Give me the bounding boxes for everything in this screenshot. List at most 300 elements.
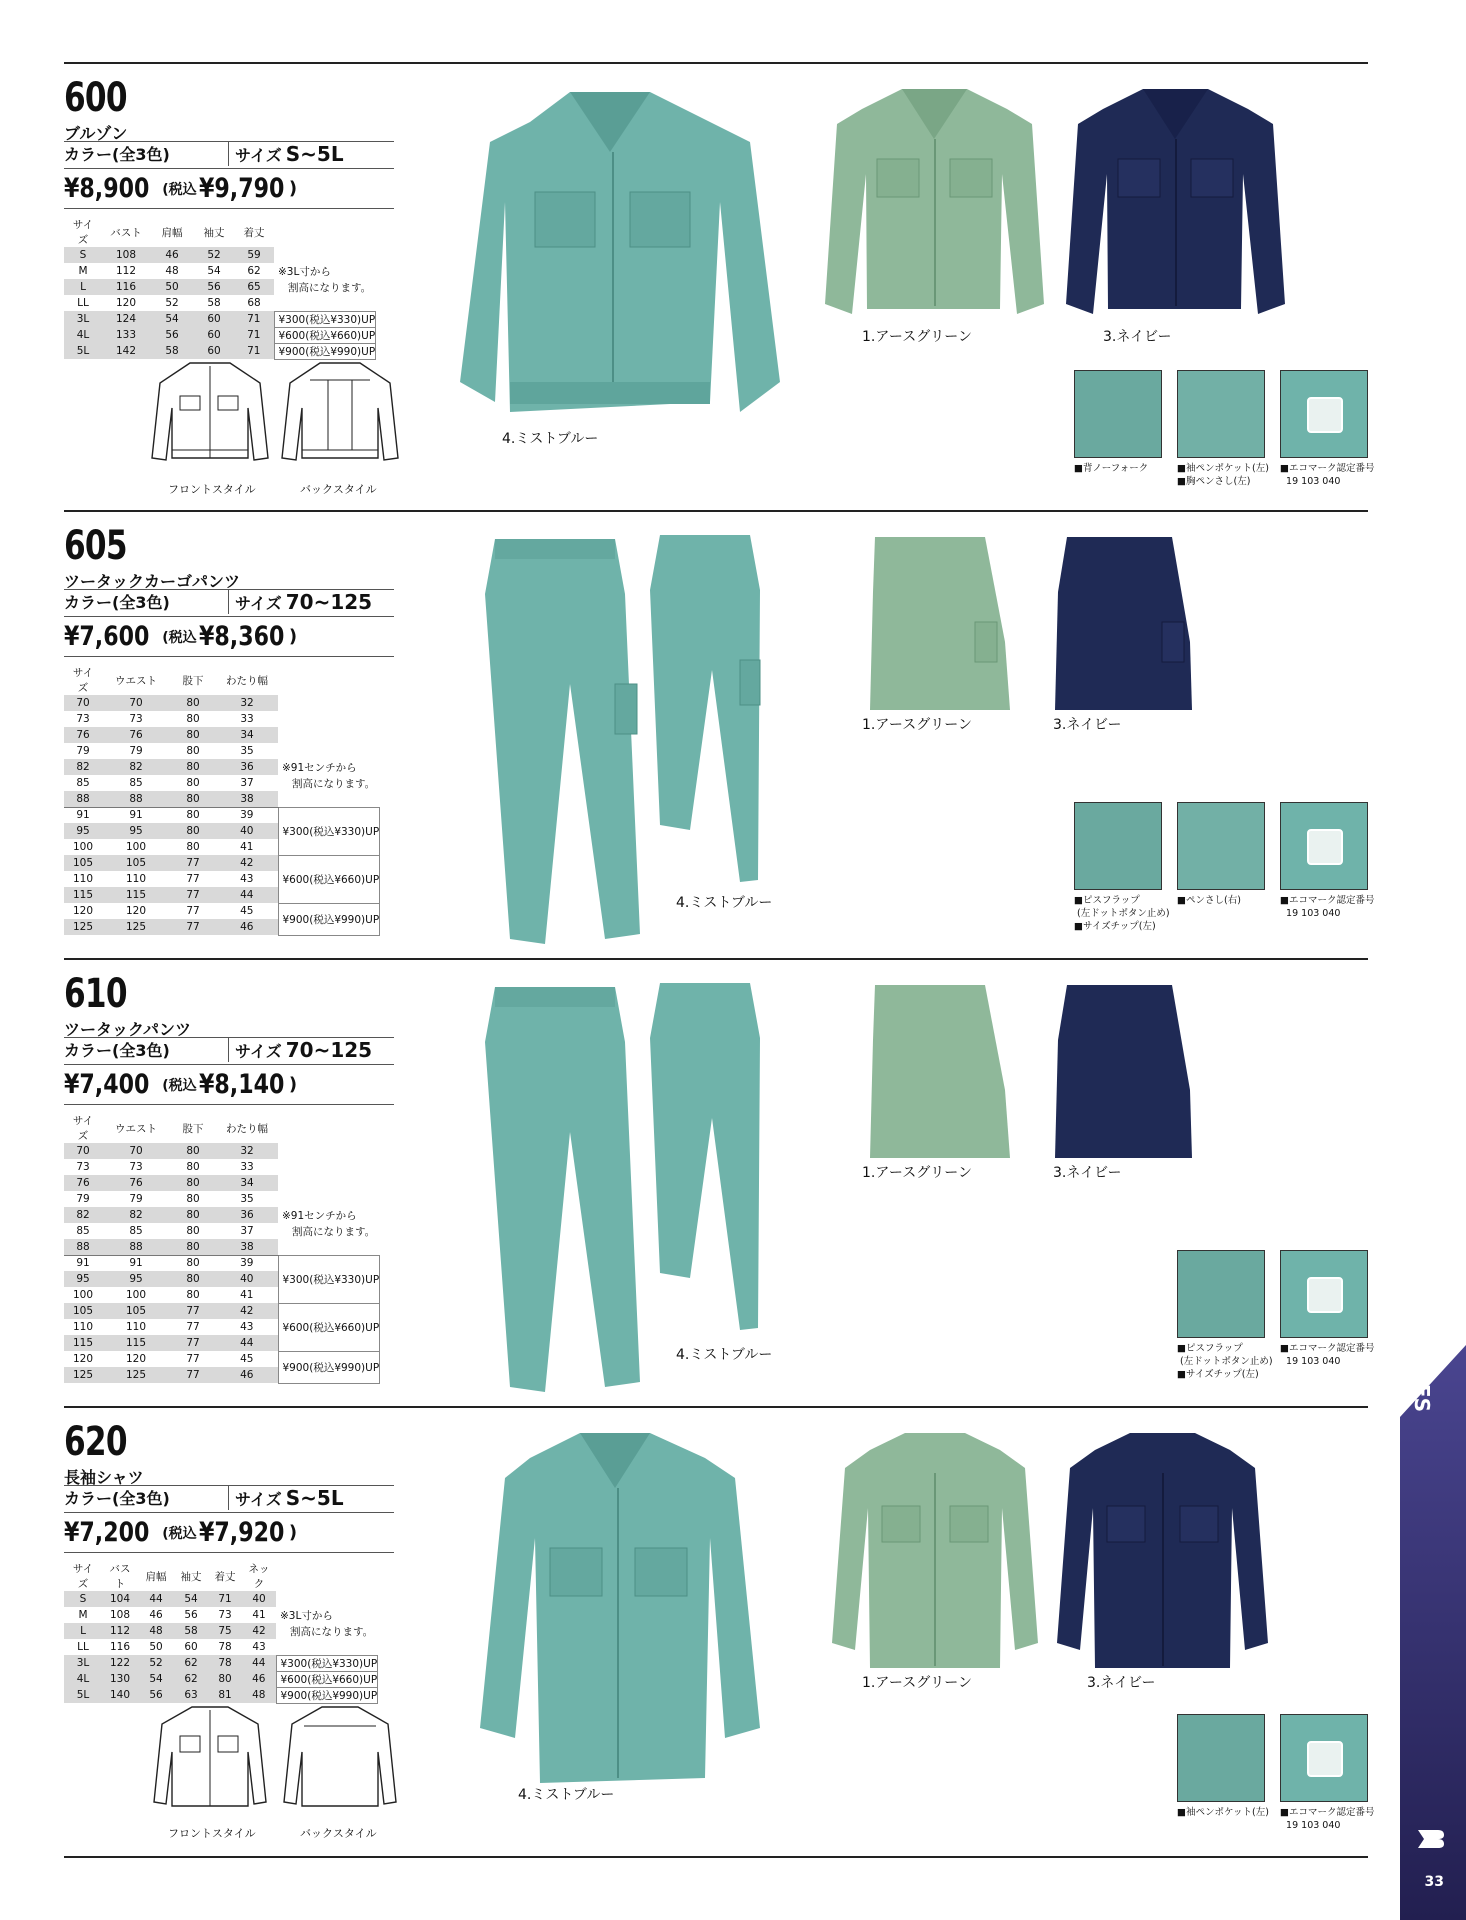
color-size-line xyxy=(64,1038,394,1065)
cell: 120 xyxy=(72,905,94,917)
back-style-label: バックスタイル xyxy=(300,1827,377,1840)
detail-label: ■ペンさし(右) xyxy=(1177,895,1241,906)
back-sketch xyxy=(280,358,400,473)
cell: 70 xyxy=(102,1143,170,1159)
upcharge: ¥600(税込¥660)UP xyxy=(278,855,380,903)
cell: 91 xyxy=(102,1255,170,1271)
color-size-line xyxy=(64,142,394,169)
price-line xyxy=(64,1065,394,1105)
cell: 77 xyxy=(170,1335,216,1351)
main-color-label: 4.ミストブルー xyxy=(676,895,773,911)
cell: 46 xyxy=(216,919,278,935)
cell: 100 xyxy=(125,1289,147,1301)
color3-label: 3.ネイビー xyxy=(1053,1165,1122,1181)
product-600 xyxy=(0,76,1466,524)
size-label: サイズ xyxy=(235,1042,282,1061)
cell: 36 xyxy=(216,1207,278,1223)
cell: 65 xyxy=(234,279,274,295)
cell: 44 xyxy=(216,1335,278,1351)
cell: 125 xyxy=(102,1367,170,1383)
cell: 62 xyxy=(174,1655,208,1671)
cell: 80 xyxy=(170,823,216,839)
cell: 77 xyxy=(170,855,216,871)
detail-text: 19 103 040 xyxy=(1286,476,1341,487)
cell: LL xyxy=(77,297,89,309)
detail-text: エコマーク認定番号 xyxy=(1288,1807,1375,1818)
cell: 77 xyxy=(186,1353,200,1365)
col-header: 袖丈 xyxy=(203,226,225,239)
cell: LL xyxy=(77,1641,89,1653)
pants-earth-green-photo xyxy=(865,980,1015,1158)
cell: 115 xyxy=(102,887,170,903)
upcharge: ¥300(税込¥330)UP xyxy=(276,1655,378,1671)
cell: 80 xyxy=(170,1207,216,1223)
cell: 100 xyxy=(72,1289,94,1301)
cell: 110 xyxy=(125,873,147,885)
cell: 39 xyxy=(216,1255,278,1271)
cell: 77 xyxy=(170,1303,216,1319)
cell: 142 xyxy=(102,343,150,359)
tax-label: (税込 xyxy=(162,1525,197,1542)
tax-label: (税込 xyxy=(162,181,197,198)
colors-label: カラー(全3色) xyxy=(64,1486,229,1510)
cell: 35 xyxy=(240,1193,254,1205)
cell: 60 xyxy=(184,1641,198,1653)
cell: 80 xyxy=(186,1289,200,1301)
cell: 41 xyxy=(240,1289,254,1301)
detail-label: ■袖ペンポケット(左) xyxy=(1177,1807,1269,1818)
series-label xyxy=(1404,1232,1458,1412)
upcharge: ¥600(税込¥660)UP xyxy=(276,1671,378,1687)
tax-close: ) xyxy=(288,1074,298,1095)
cell: 125 xyxy=(64,919,102,935)
cell: M xyxy=(78,265,88,277)
upcharge: ¥300(税込¥330)UP xyxy=(278,1255,380,1303)
upcharge: ¥900(税込¥990)UP xyxy=(276,1687,378,1703)
ecomark-icon xyxy=(1307,1741,1343,1777)
note: ※3L寸から xyxy=(274,263,376,279)
cell: 46 xyxy=(150,247,194,263)
cell: 39 xyxy=(216,807,278,823)
cell: 52 xyxy=(138,1655,174,1671)
product-610 xyxy=(0,972,1466,1420)
page-number: 33 xyxy=(1424,1874,1444,1890)
cell: 3L xyxy=(64,1655,102,1671)
cell: 95 xyxy=(102,1271,170,1287)
cell: 80 xyxy=(170,1255,216,1271)
pants-mist-blue-back-photo xyxy=(640,530,780,890)
cell: 71 xyxy=(234,311,274,327)
size-label: サイズ xyxy=(235,594,282,613)
color3-label: 3.ネイビー xyxy=(1087,1675,1156,1691)
cell: 104 xyxy=(102,1591,138,1607)
tax-close: ) xyxy=(288,626,298,647)
detail-text: ペンさし(右) xyxy=(1185,895,1241,906)
cell: 105 xyxy=(64,1303,102,1319)
cell: 4L xyxy=(64,1671,102,1687)
size-info xyxy=(229,142,344,166)
detail-label: ■エコマーク認定番号 19 103 040 xyxy=(1280,1807,1375,1831)
cell: 120 xyxy=(125,1353,147,1365)
upcharge: ¥900(税込¥990)UP xyxy=(278,1351,380,1383)
color1-label: 1.アースグリーン xyxy=(862,717,972,733)
cell: 80 xyxy=(170,1175,216,1191)
detail-text: (左ドットボタン止め) xyxy=(1180,1356,1273,1367)
col-header: 肩幅 xyxy=(145,1570,167,1583)
cell: 56 xyxy=(184,1609,198,1621)
tax-price: ¥8,140 xyxy=(198,1069,285,1100)
shirt-earth-green-photo xyxy=(830,1428,1040,1673)
cell: 105 xyxy=(102,1303,170,1319)
note: 割高になります。 xyxy=(274,279,376,295)
cell: 95 xyxy=(64,823,102,839)
main-color-label: 4.ミストブルー xyxy=(502,431,599,447)
cell: 91 xyxy=(64,807,102,823)
cell: 50 xyxy=(149,1641,163,1653)
detail-text: 19 103 040 xyxy=(1286,908,1341,919)
detail-label: ■エコマーク認定番号 19 103 040 xyxy=(1280,895,1375,919)
series-number: 600 xyxy=(1404,1231,1458,1328)
main-color-label: 4.ミストブルー xyxy=(518,1787,615,1803)
top-rule xyxy=(64,62,1368,64)
detail-back-photo xyxy=(1074,370,1162,458)
size-info xyxy=(229,590,372,614)
detail-label: ■袖ペンポケット(左) ■胸ペンさし(左) xyxy=(1177,463,1269,487)
product-name: ツータックカーゴパンツ xyxy=(64,568,394,590)
col-header: バスト xyxy=(110,226,142,239)
cell: 54 xyxy=(138,1671,174,1687)
cell: 73 xyxy=(76,1161,90,1173)
product-605 xyxy=(0,524,1466,972)
shirt-navy-photo xyxy=(1055,1428,1270,1673)
cell: 63 xyxy=(174,1687,208,1703)
cell: 41 xyxy=(252,1609,266,1621)
cell: 5L xyxy=(64,343,102,359)
color3-label: 3.ネイビー xyxy=(1053,717,1122,733)
cell: 32 xyxy=(216,695,278,711)
cell: 42 xyxy=(216,855,278,871)
color1-label: 1.アースグリーン xyxy=(862,1675,972,1691)
cell: 130 xyxy=(102,1671,138,1687)
cell: 105 xyxy=(102,855,170,871)
cell: 80 xyxy=(170,759,216,775)
pants-navy-photo xyxy=(1052,980,1197,1158)
cell: 76 xyxy=(64,1175,102,1191)
note: ※3L寸から xyxy=(276,1607,378,1623)
cell: 78 xyxy=(218,1641,232,1653)
ecomark-icon xyxy=(1307,1277,1343,1313)
cell: 80 xyxy=(170,695,216,711)
note: 割高になります。 xyxy=(278,1223,380,1239)
cell: 44 xyxy=(242,1655,276,1671)
cell: 80 xyxy=(186,777,200,789)
cell: 79 xyxy=(76,745,90,757)
tax-price: ¥8,360 xyxy=(198,621,285,652)
product-info xyxy=(64,972,394,1384)
cell: 48 xyxy=(165,265,179,277)
back-style-label: バックスタイル xyxy=(300,483,377,496)
cell: 46 xyxy=(242,1671,276,1687)
detail-label: ■エコマーク認定番号 19 103 040 xyxy=(1280,463,1375,487)
cell: 82 xyxy=(102,759,170,775)
cell: 52 xyxy=(165,297,179,309)
cell: 40 xyxy=(242,1591,276,1607)
cell: 44 xyxy=(216,887,278,903)
upcharge: ¥900(税込¥990)UP xyxy=(278,903,380,935)
cell: 80 xyxy=(186,745,200,757)
front-sketch xyxy=(150,358,270,473)
cell: L xyxy=(64,279,102,295)
cell: 80 xyxy=(186,1225,200,1237)
detail-text: エコマーク認定番号 xyxy=(1288,463,1375,474)
detail-ecomark-photo xyxy=(1280,802,1368,890)
col-header: サイズ xyxy=(72,219,94,246)
upcharge: ¥900(税込¥990)UP xyxy=(274,343,376,359)
cell: L xyxy=(64,1623,102,1639)
cell: 36 xyxy=(216,759,278,775)
col-header: 着丈 xyxy=(243,226,265,239)
cell: 112 xyxy=(102,1623,138,1639)
cell: 85 xyxy=(129,1225,143,1237)
cell: 80 xyxy=(208,1671,242,1687)
detail-sleeve-photo xyxy=(1177,1714,1265,1802)
tax-price: ¥9,790 xyxy=(198,173,285,204)
price: ¥7,400 xyxy=(64,1069,150,1100)
note: ※91センチから xyxy=(278,1207,380,1223)
cell: 38 xyxy=(216,791,278,807)
cell: 110 xyxy=(125,1321,147,1333)
pants-mist-blue-back-photo xyxy=(640,978,780,1338)
cell: 59 xyxy=(234,247,274,263)
detail-text: エコマーク認定番号 xyxy=(1288,1343,1375,1354)
detail-text: 袖ペンポケット(左) xyxy=(1185,1807,1269,1818)
cell: 48 xyxy=(138,1623,174,1639)
cell: 48 xyxy=(242,1687,276,1703)
cell: 82 xyxy=(64,1207,102,1223)
cell: 79 xyxy=(129,745,143,757)
cell: 60 xyxy=(194,311,234,327)
cell: 40 xyxy=(216,823,278,839)
colors-label: カラー(全3色) xyxy=(64,590,229,614)
cell: 105 xyxy=(64,855,102,871)
cell: 68 xyxy=(247,297,261,309)
cell: 77 xyxy=(186,905,200,917)
model-number: 610 xyxy=(64,971,127,1017)
cell: 73 xyxy=(129,1161,143,1173)
cell: 85 xyxy=(76,1225,90,1237)
col-header: サイズ xyxy=(72,1563,94,1590)
cell: 43 xyxy=(252,1641,266,1653)
model-number: 605 xyxy=(64,523,127,569)
tax-label: (税込 xyxy=(162,629,197,646)
cell: 37 xyxy=(240,1225,254,1237)
col-header: 着丈 xyxy=(214,1570,236,1583)
color-size-line xyxy=(64,1486,394,1513)
cell: 60 xyxy=(194,327,234,343)
cell: 40 xyxy=(216,1271,278,1287)
back-sketch xyxy=(280,1702,400,1817)
tax-label: (税込 xyxy=(162,1077,197,1094)
cell: 82 xyxy=(102,1207,170,1223)
model-number: 620 xyxy=(64,1419,127,1465)
size-table xyxy=(64,1113,380,1384)
tax-close: ) xyxy=(288,1522,298,1543)
size-table xyxy=(64,665,380,936)
cell: 88 xyxy=(102,791,170,807)
size-table xyxy=(64,217,376,360)
cell: 120 xyxy=(72,1353,94,1365)
detail-pen-photo xyxy=(1177,802,1265,890)
size-table xyxy=(64,1561,378,1704)
cell: 79 xyxy=(76,1193,90,1205)
tax-price: ¥7,920 xyxy=(198,1517,285,1548)
col-header: バスト xyxy=(109,1563,131,1590)
upcharge: ¥600(税込¥660)UP xyxy=(278,1303,380,1351)
ecomark-icon xyxy=(1307,397,1343,433)
cell: 95 xyxy=(102,823,170,839)
cell: 116 xyxy=(102,279,150,295)
cell: 85 xyxy=(129,777,143,789)
product-name: ブルゾン xyxy=(64,120,394,142)
jacket-navy-photo xyxy=(1063,84,1288,324)
cell: 77 xyxy=(186,873,200,885)
detail-flap-photo xyxy=(1177,1250,1265,1338)
detail-text: エコマーク認定番号 xyxy=(1288,895,1375,906)
cell: 46 xyxy=(149,1609,163,1621)
cell: 60 xyxy=(194,343,234,359)
cell: 88 xyxy=(102,1239,170,1255)
cell: 73 xyxy=(76,713,90,725)
detail-ecomark-photo xyxy=(1280,1714,1368,1802)
cell: 120 xyxy=(125,905,147,917)
cell: 73 xyxy=(129,713,143,725)
cell: 71 xyxy=(234,343,274,359)
cell: 45 xyxy=(240,905,254,917)
product-620 xyxy=(0,1420,1466,1868)
cell: 80 xyxy=(170,727,216,743)
tax-close: ) xyxy=(288,178,298,199)
detail-text: (左ドットボタン止め) xyxy=(1077,908,1170,919)
size-info xyxy=(229,1486,344,1510)
cell: 80 xyxy=(186,713,200,725)
detail-text: ピスフラップ xyxy=(1185,1343,1243,1354)
cell: 37 xyxy=(240,777,254,789)
cell: 80 xyxy=(170,1239,216,1255)
cell: 44 xyxy=(138,1591,174,1607)
cell: 110 xyxy=(72,1321,94,1333)
col-header: 股下 xyxy=(182,674,204,687)
color1-label: 1.アースグリーン xyxy=(862,329,972,345)
detail-label: ■背ノーフォーク xyxy=(1074,463,1149,474)
cell: 115 xyxy=(102,1335,170,1351)
note: 割高になります。 xyxy=(278,775,380,791)
pants-earth-green-photo xyxy=(865,532,1015,710)
front-sketch xyxy=(150,1702,270,1817)
cell: 88 xyxy=(64,1239,102,1255)
cell: 58 xyxy=(150,343,194,359)
cell: 32 xyxy=(216,1143,278,1159)
cell: 42 xyxy=(242,1623,276,1639)
size-range: S~5L xyxy=(285,1486,344,1510)
cell: 80 xyxy=(170,1143,216,1159)
cell: 78 xyxy=(208,1655,242,1671)
product-info xyxy=(64,1420,394,1704)
cell: 34 xyxy=(216,1175,278,1191)
detail-label: ■ピスフラップ (左ドットボタン止め) ■サイズチップ(左) xyxy=(1177,1343,1273,1380)
cell: 140 xyxy=(102,1687,138,1703)
color3-label: 3.ネイビー xyxy=(1103,329,1172,345)
detail-text: 袖ペンポケット(左) xyxy=(1185,463,1269,474)
series-word: SERIES xyxy=(1410,1333,1434,1412)
product-name: ツータックパンツ xyxy=(64,1016,394,1038)
cell: 80 xyxy=(170,807,216,823)
cell: 76 xyxy=(102,1175,170,1191)
size-label: サイズ xyxy=(235,146,282,165)
cell: 81 xyxy=(208,1687,242,1703)
product-info xyxy=(64,524,394,936)
cell: 56 xyxy=(138,1687,174,1703)
cell: 54 xyxy=(174,1591,208,1607)
jacket-mist-blue-photo xyxy=(450,82,790,427)
cell: 77 xyxy=(170,1367,216,1383)
cell: 79 xyxy=(129,1193,143,1205)
cell: 108 xyxy=(109,1609,131,1621)
cell: 34 xyxy=(216,727,278,743)
detail-sleeve-photo xyxy=(1177,370,1265,458)
model-number: 600 xyxy=(64,75,127,121)
cell: 120 xyxy=(115,297,137,309)
detail-text: サイズチップ(左) xyxy=(1185,1369,1259,1380)
detail-flap-photo xyxy=(1074,802,1162,890)
color-size-line xyxy=(64,590,394,617)
col-header: わたり幅 xyxy=(226,1122,268,1135)
cell: 4L xyxy=(64,327,102,343)
detail-label: ■ピスフラップ (左ドットボタン止め) ■サイズチップ(左) xyxy=(1074,895,1170,932)
cell: 75 xyxy=(208,1623,242,1639)
cell: 71 xyxy=(208,1591,242,1607)
cell: 71 xyxy=(234,327,274,343)
front-style-label: フロントスタイル xyxy=(168,1827,256,1840)
product-info xyxy=(64,76,394,360)
cell: 125 xyxy=(64,1367,102,1383)
cell: 116 xyxy=(109,1641,131,1653)
price-line xyxy=(64,617,394,657)
detail-text: ピスフラップ xyxy=(1082,895,1140,906)
price-line xyxy=(64,169,394,209)
detail-text: サイズチップ(左) xyxy=(1082,921,1156,932)
note: ※91センチから xyxy=(278,759,380,775)
product-name: 長袖シャツ xyxy=(64,1464,394,1486)
cell: 70 xyxy=(102,695,170,711)
cell: 76 xyxy=(102,727,170,743)
detail-text: 背ノーフォーク xyxy=(1082,463,1149,474)
price-line xyxy=(64,1513,394,1553)
col-header: サイズ xyxy=(72,667,94,694)
cell: 110 xyxy=(72,873,94,885)
cell: 133 xyxy=(102,327,150,343)
cell: 108 xyxy=(102,247,150,263)
cell: 76 xyxy=(64,727,102,743)
cell: 73 xyxy=(218,1609,232,1621)
detail-text: 19 103 040 xyxy=(1286,1820,1341,1831)
cell: 50 xyxy=(150,279,194,295)
cell: S xyxy=(64,247,102,263)
cell: 43 xyxy=(240,1321,254,1333)
size-info xyxy=(229,1038,372,1062)
cell: 3L xyxy=(64,311,102,327)
price: ¥8,900 xyxy=(64,173,150,204)
cell: 42 xyxy=(216,1303,278,1319)
